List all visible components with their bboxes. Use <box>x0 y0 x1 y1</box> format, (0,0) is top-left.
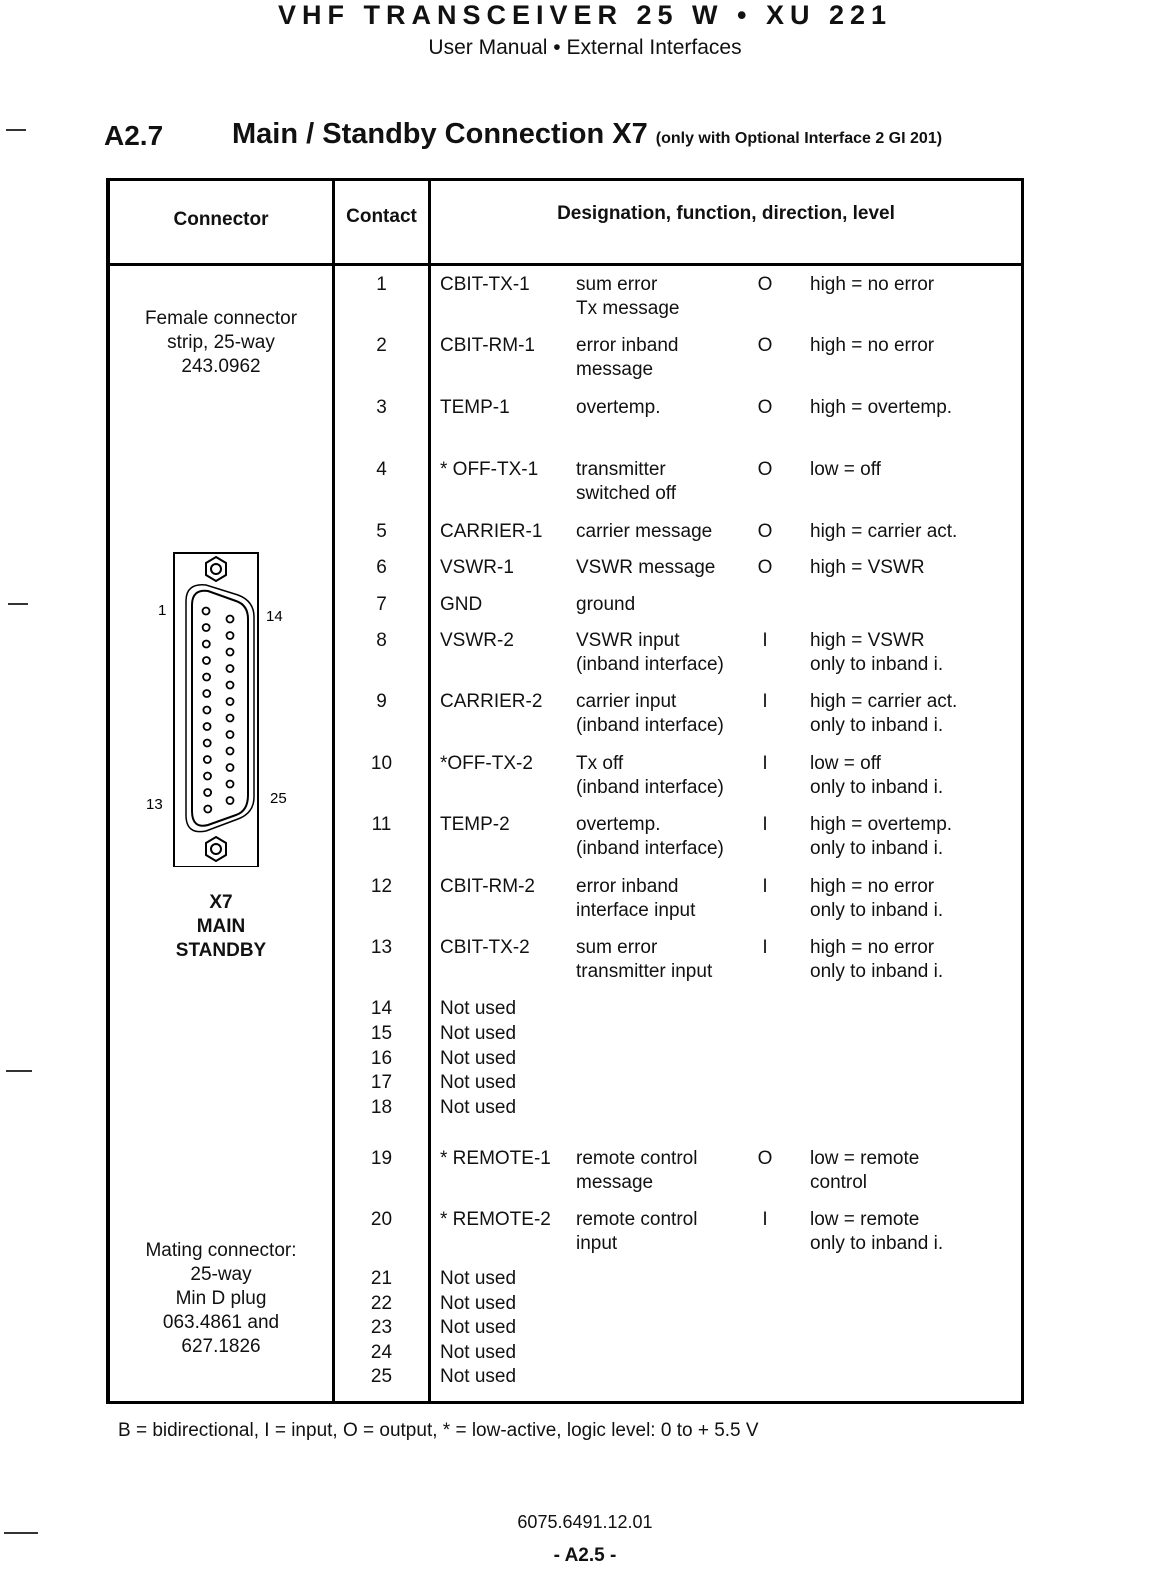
pin-circle <box>227 781 234 788</box>
direction: O <box>757 459 773 480</box>
direction: I <box>762 937 768 958</box>
pin-circle <box>227 764 234 771</box>
function-text: sum error <box>576 274 658 295</box>
pin-circle <box>227 797 234 804</box>
contact-number: 6 <box>376 557 387 578</box>
signal-name: Not used <box>440 1097 517 1118</box>
signal-name: * REMOTE-1 <box>440 1148 551 1169</box>
level-text: high = carrier act. <box>810 521 958 542</box>
function-text: remote control <box>576 1148 698 1169</box>
pin-label-14: 14 <box>266 608 283 625</box>
signal-name: Not used <box>440 998 517 1019</box>
signal-name: CBIT-TX-2 <box>440 937 530 958</box>
contact-number: 2 <box>376 335 387 356</box>
contact-number: 16 <box>370 1048 393 1069</box>
level-text: only to inband i. <box>810 838 944 859</box>
function-text: ground <box>576 594 636 615</box>
pin-circle <box>204 740 211 747</box>
signal-name: *OFF-TX-2 <box>440 753 533 774</box>
section-number: A2.7 <box>104 120 164 151</box>
pin-circle <box>204 806 211 813</box>
function-text: (inband interface) <box>576 838 724 859</box>
signal-name: VSWR-1 <box>440 557 514 578</box>
level-text: low = off <box>810 753 881 774</box>
mating-connector-part-1: 063.4861 and <box>162 1312 280 1333</box>
connector-description <box>110 307 332 379</box>
pin-circle <box>227 665 234 672</box>
pin-label-25: 25 <box>270 790 287 807</box>
contact-number: 12 <box>370 876 393 897</box>
direction: I <box>762 691 768 712</box>
signal-name: CBIT-RM-1 <box>440 335 535 356</box>
signal-name: * REMOTE-2 <box>440 1209 551 1230</box>
signal-name: Not used <box>440 1048 517 1069</box>
contact-number: 7 <box>376 594 387 615</box>
direction: I <box>762 1209 768 1230</box>
signal-name: VSWR-2 <box>440 630 514 651</box>
function-text: message <box>576 1172 654 1193</box>
contact-number: 10 <box>370 753 393 774</box>
pin-circle <box>204 773 211 780</box>
pin-circle <box>203 707 210 714</box>
pin-circle <box>203 690 210 697</box>
signal-name: Not used <box>440 1293 517 1314</box>
pin-circle <box>204 756 211 763</box>
signal-name: CARRIER-2 <box>440 691 543 712</box>
signal-name: Not used <box>440 1268 517 1289</box>
function-text: (inband interface) <box>576 654 724 675</box>
connector-part-number: 243.0962 <box>181 356 261 377</box>
pin-circle <box>203 608 210 615</box>
pin-circle <box>227 748 234 755</box>
signal-name: Not used <box>440 1023 517 1044</box>
level-text: low = remote <box>810 1209 920 1230</box>
document-number: 6075.6491.12.01 <box>517 1512 653 1532</box>
signal-name: CBIT-RM-2 <box>440 876 535 897</box>
function-text: VSWR message <box>576 557 716 578</box>
function-text: remote control <box>576 1209 698 1230</box>
function-text: Tx message <box>576 298 680 319</box>
document-subtitle: User Manual • External Interfaces <box>428 36 742 59</box>
contact-number: 20 <box>370 1209 393 1230</box>
function-text: input <box>576 1233 618 1254</box>
contact-number: 5 <box>376 521 387 542</box>
mating-connector-part-2: 627.1826 <box>181 1336 261 1357</box>
signal-name: Not used <box>440 1072 517 1093</box>
contact-number: 11 <box>371 814 392 835</box>
connector-name <box>110 891 332 963</box>
pin-circle <box>203 674 210 681</box>
pin-circle <box>227 616 234 623</box>
margin-mark <box>6 129 26 131</box>
function-text: (inband interface) <box>576 777 724 798</box>
function-text: VSWR input <box>576 630 680 651</box>
pin-assignment-table <box>106 178 1024 1404</box>
direction: I <box>762 753 768 774</box>
contact-number: 23 <box>370 1317 393 1338</box>
direction: O <box>757 1148 773 1169</box>
signal-name: CARRIER-1 <box>440 521 543 542</box>
function-text: error inband <box>576 876 679 897</box>
pin-circle <box>227 715 234 722</box>
contact-number: 3 <box>376 397 387 418</box>
column-divider <box>428 181 431 1401</box>
contact-number: 18 <box>370 1097 393 1118</box>
signal-name: TEMP-1 <box>440 397 510 418</box>
pin-circle <box>204 723 211 730</box>
pin-circle <box>203 624 210 631</box>
signal-name: Not used <box>440 1366 517 1387</box>
function-text: sum error <box>576 937 658 958</box>
level-text: high = overtemp. <box>810 397 953 418</box>
level-text: control <box>810 1172 868 1193</box>
direction: O <box>757 397 773 418</box>
signal-name: CBIT-TX-1 <box>440 274 530 295</box>
level-text: high = VSWR <box>810 557 925 578</box>
section-title: Main / Standby Connection X7 <box>232 118 648 150</box>
dsub25-connector-drawing <box>138 547 298 867</box>
header-designation: Designation, function, direction, level <box>557 203 895 224</box>
signal-name: Not used <box>440 1317 517 1338</box>
pin-circle <box>203 657 210 664</box>
level-text: high = no error <box>810 274 935 295</box>
mating-connector <box>110 1239 332 1359</box>
direction: O <box>757 557 773 578</box>
connector-type: Female connector <box>144 308 298 329</box>
pin-circle <box>204 789 211 796</box>
pin-circle <box>227 632 234 639</box>
signal-name: TEMP-2 <box>440 814 510 835</box>
level-text: only to inband i. <box>810 1233 944 1254</box>
direction: O <box>757 274 773 295</box>
pin-label-1: 1 <box>158 602 167 619</box>
contact-number: 21 <box>370 1268 393 1289</box>
connector-id: X7 <box>209 892 233 913</box>
contact-number: 17 <box>370 1072 393 1093</box>
connector-ways: strip, 25-way <box>167 332 275 353</box>
connector-diagram <box>138 547 298 867</box>
pin-circle <box>227 649 234 656</box>
function-text: error inband <box>576 335 679 356</box>
screw-icon <box>206 837 226 861</box>
level-text: only to inband i. <box>810 961 944 982</box>
mating-connector-ways: 25-way <box>190 1264 252 1285</box>
function-text: carrier input <box>576 691 677 712</box>
header-connector: Connector <box>173 209 269 230</box>
level-text: low = remote <box>810 1148 920 1169</box>
function-text: message <box>576 359 654 380</box>
level-text: high = no error <box>810 937 935 958</box>
contact-number: 1 <box>376 274 387 295</box>
contact-number: 15 <box>370 1023 393 1044</box>
contact-number: 24 <box>370 1342 393 1363</box>
level-text: only to inband i. <box>810 715 944 736</box>
pin-circle <box>227 698 234 705</box>
pin-circle <box>203 641 210 648</box>
contact-number: 25 <box>370 1366 393 1387</box>
function-text: transmitter input <box>576 961 713 982</box>
contact-number: 9 <box>376 691 387 712</box>
level-text: high = carrier act. <box>810 691 958 712</box>
connector-label-standby: STANDBY <box>175 940 267 961</box>
signal-name: GND <box>440 594 483 615</box>
document-title: VHF TRANSCEIVER 25 W • XU 221 <box>277 0 893 30</box>
contact-number: 14 <box>370 998 393 1019</box>
function-text: overtemp. <box>576 814 661 835</box>
legend: B = bidirectional, I = input, O = output, * = low-active, logic level: 0 to + 5.5 V <box>118 1420 759 1441</box>
function-text: (inband interface) <box>576 715 724 736</box>
contact-number: 13 <box>370 937 393 958</box>
pin-circle <box>227 682 234 689</box>
margin-mark <box>8 603 28 605</box>
contact-number: 19 <box>370 1148 393 1169</box>
mating-connector-title: Mating connector: <box>145 1240 297 1261</box>
contact-number: 4 <box>376 459 387 480</box>
level-text: high = no error <box>810 876 935 897</box>
level-text: high = VSWR <box>810 630 925 651</box>
connector-label-main: MAIN <box>196 916 246 937</box>
function-text: switched off <box>576 483 676 504</box>
signal-name: Not used <box>440 1342 517 1363</box>
direction: I <box>762 876 768 897</box>
section-heading <box>232 118 942 151</box>
mating-connector-type: Min D plug <box>175 1288 267 1309</box>
level-text: high = overtemp. <box>810 814 953 835</box>
function-text: interface input <box>576 900 696 921</box>
level-text: only to inband i. <box>810 900 944 921</box>
function-text: transmitter <box>576 459 666 480</box>
contact-number: 22 <box>370 1293 393 1314</box>
direction: O <box>757 521 773 542</box>
level-text: only to inband i. <box>810 654 944 675</box>
level-text: low = off <box>810 459 881 480</box>
page-number: - A2.5 - <box>553 1545 617 1566</box>
pin-label-13: 13 <box>146 796 163 813</box>
direction: I <box>762 630 768 651</box>
contact-number: 8 <box>376 630 387 651</box>
pin-circle <box>227 731 234 738</box>
screw-icon <box>206 557 226 581</box>
level-text: only to inband i. <box>810 777 944 798</box>
connector-pins <box>203 608 234 813</box>
direction: O <box>757 335 773 356</box>
margin-mark <box>6 1070 32 1072</box>
section-note: (only with Optional Interface 2 GI 201) <box>655 130 943 147</box>
signal-name: * OFF-TX-1 <box>440 459 539 480</box>
function-text: Tx off <box>576 753 624 774</box>
header-contact: Contact <box>346 206 417 227</box>
function-text: carrier message <box>576 521 713 542</box>
direction: I <box>762 814 768 835</box>
function-text: overtemp. <box>576 397 661 418</box>
header-divider <box>110 263 1021 266</box>
level-text: high = no error <box>810 335 935 356</box>
